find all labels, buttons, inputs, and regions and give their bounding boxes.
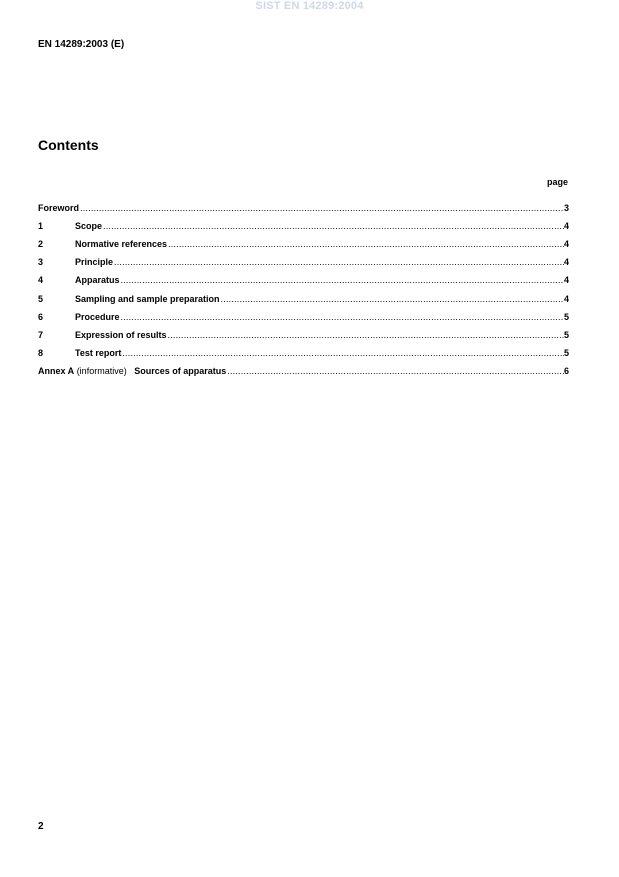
contents-heading: Contents	[38, 137, 99, 153]
toc-entry-page: 4	[563, 257, 569, 268]
toc-entry-page: 4	[563, 239, 569, 250]
table-of-contents	[38, 195, 569, 376]
toc-leader-dots	[121, 312, 564, 322]
toc-entry-title: Principle	[75, 257, 114, 268]
toc-entry-number: 2	[38, 239, 44, 250]
toc-leader-dots	[221, 294, 564, 304]
page-column-label: page	[546, 177, 568, 187]
toc-entry-title: Foreword	[38, 203, 80, 214]
toc-entry-page: 5	[563, 311, 569, 322]
toc-leader-dots	[80, 203, 564, 213]
toc-entry-principle[interactable]	[38, 249, 569, 267]
toc-entry-expression-of-results[interactable]	[38, 322, 569, 340]
toc-entry-title: Apparatus	[75, 275, 120, 286]
toc-entry-title: Scope	[75, 221, 103, 232]
toc-leader-dots	[168, 330, 564, 340]
toc-entry-number: 6	[38, 311, 44, 322]
toc-entry-title: Normative references	[75, 239, 168, 250]
toc-leader-dots	[121, 275, 564, 285]
toc-entry-number: 1	[38, 221, 44, 232]
toc-leader-dots	[103, 221, 564, 231]
toc-entry-procedure[interactable]	[38, 304, 569, 322]
toc-entry-page: 3	[563, 203, 569, 214]
toc-entry-page: 6	[563, 365, 569, 376]
annex-letter: Annex A	[38, 365, 75, 376]
annex-label	[38, 366, 226, 376]
toc-entry-page: 4	[563, 275, 569, 286]
toc-leader-dots	[168, 239, 564, 249]
toc-entry-scope[interactable]	[38, 213, 569, 231]
toc-entry-test-report[interactable]	[38, 340, 569, 358]
toc-entry-page: 4	[563, 293, 569, 304]
page-number: 2	[38, 821, 44, 832]
toc-entry-page: 5	[563, 329, 569, 340]
annex-qualifier: (informative)	[76, 365, 127, 376]
toc-entry-number: 3	[38, 257, 44, 268]
toc-entry-normative-references[interactable]	[38, 231, 569, 249]
toc-entry-title: Test report	[75, 347, 122, 358]
toc-entry-foreword[interactable]	[38, 195, 569, 213]
toc-leader-dots	[114, 257, 564, 267]
toc-entry-annex-a[interactable]	[38, 358, 569, 376]
watermark: SIST EN 14289:2004	[255, 0, 364, 12]
annex-title: Sources of apparatus	[134, 365, 227, 376]
toc-entry-sampling[interactable]	[38, 285, 569, 303]
toc-entry-page: 5	[563, 347, 569, 358]
toc-leader-dots	[122, 348, 564, 358]
toc-entry-title: Sampling and sample preparation	[75, 293, 220, 304]
toc-entry-number: 7	[38, 329, 44, 340]
toc-entry-number: 5	[38, 293, 44, 304]
toc-entry-apparatus[interactable]	[38, 267, 569, 285]
toc-entry-title: Expression of results	[75, 329, 167, 340]
toc-entry-number: 8	[38, 347, 44, 358]
toc-leader-dots	[227, 366, 564, 376]
toc-entry-number: 4	[38, 275, 44, 286]
toc-entry-page: 4	[563, 221, 569, 232]
toc-entry-title: Procedure	[75, 311, 120, 322]
document-identifier: EN 14289:2003 (E)	[38, 39, 125, 50]
